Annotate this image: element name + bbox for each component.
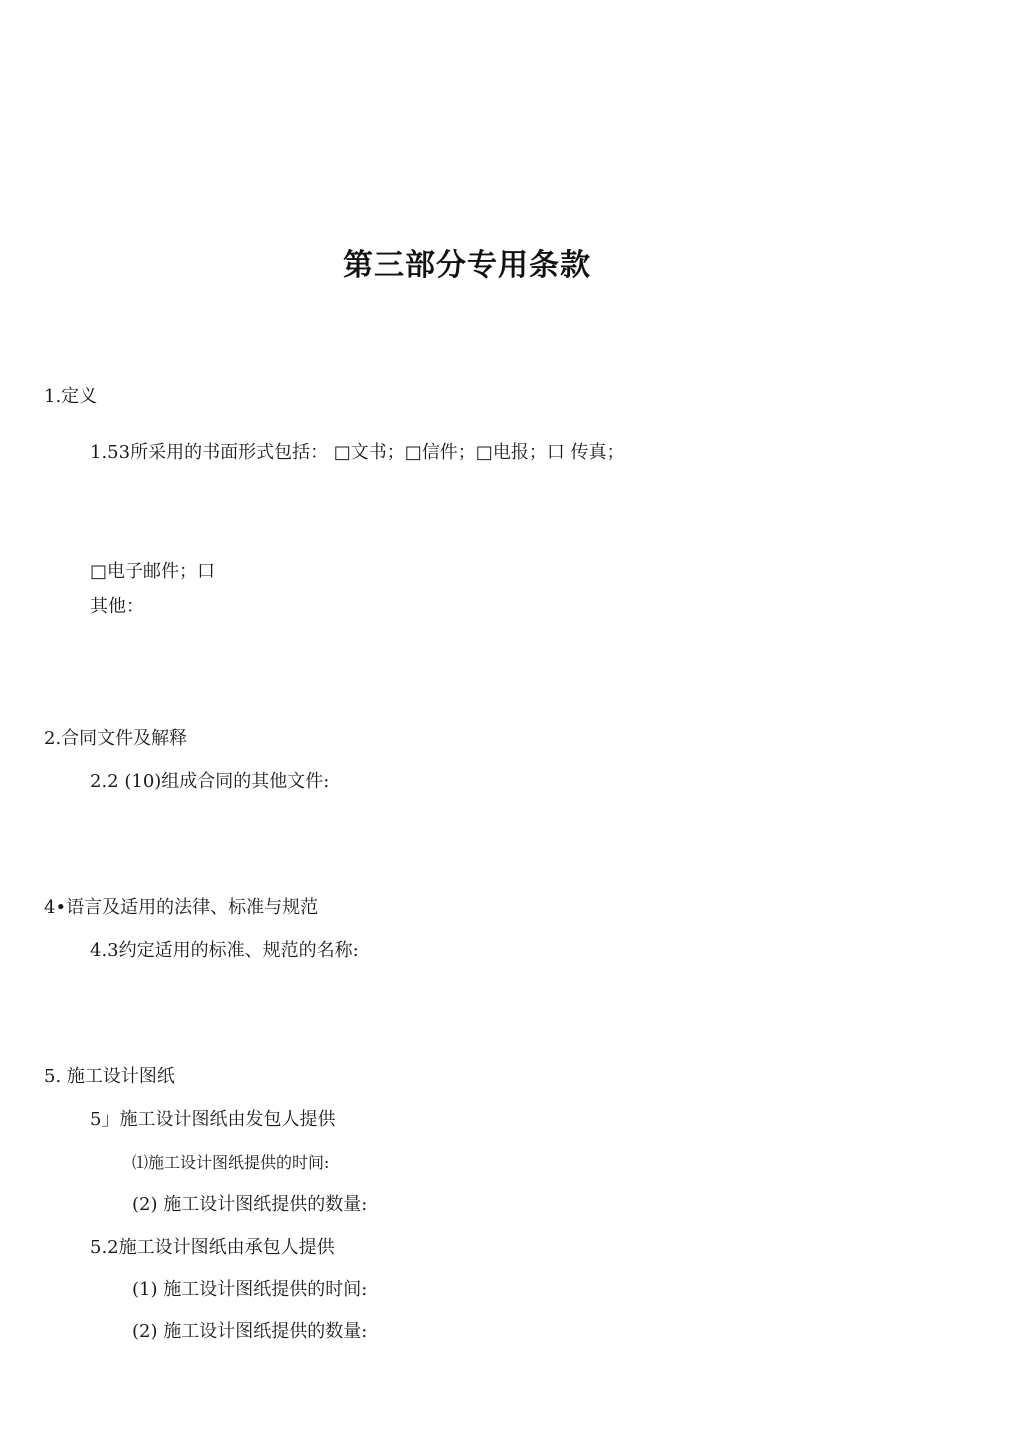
section-heading-definitions: 1.定义 bbox=[44, 386, 98, 407]
clause-written-forms: 1.53所采用的书面形式包括： □文书；□信件；□电报；口 传真； bbox=[90, 442, 625, 463]
page-title: 第三部分专用条款 bbox=[343, 248, 591, 283]
clause-other-contract-documents: 2.2 (10)组成合同的其他文件: bbox=[90, 771, 330, 792]
clause-contractor-drawings-quantity: (2) 施工设计图纸提供的数量: bbox=[132, 1321, 368, 1342]
clause-written-forms-other: 其他： bbox=[90, 596, 144, 617]
clause-drawings-by-contractor: 5.2施工设计图纸由承包人提供 bbox=[90, 1237, 335, 1258]
section-heading-design-drawings: 5. 施工设计图纸 bbox=[44, 1066, 175, 1087]
clause-written-forms-continued: □电子邮件；口 bbox=[90, 561, 216, 582]
clause-drawings-by-employer: 5」施工设计图纸由发包人提供 bbox=[90, 1109, 336, 1130]
clause-contractor-drawings-time: (1) 施工设计图纸提供的时间: bbox=[132, 1279, 368, 1300]
section-heading-language-laws-standards: 4•语言及适用的法律、标准与规范 bbox=[44, 897, 319, 918]
clause-employer-drawings-time: ⑴施工设计图纸提供的时间: bbox=[132, 1153, 330, 1172]
clause-applicable-standards: 4.3约定适用的标准、规范的名称: bbox=[90, 940, 359, 961]
section-heading-contract-documents: 2.合同文件及解释 bbox=[44, 728, 188, 749]
clause-employer-drawings-quantity: (2) 施工设计图纸提供的数量: bbox=[132, 1194, 368, 1215]
